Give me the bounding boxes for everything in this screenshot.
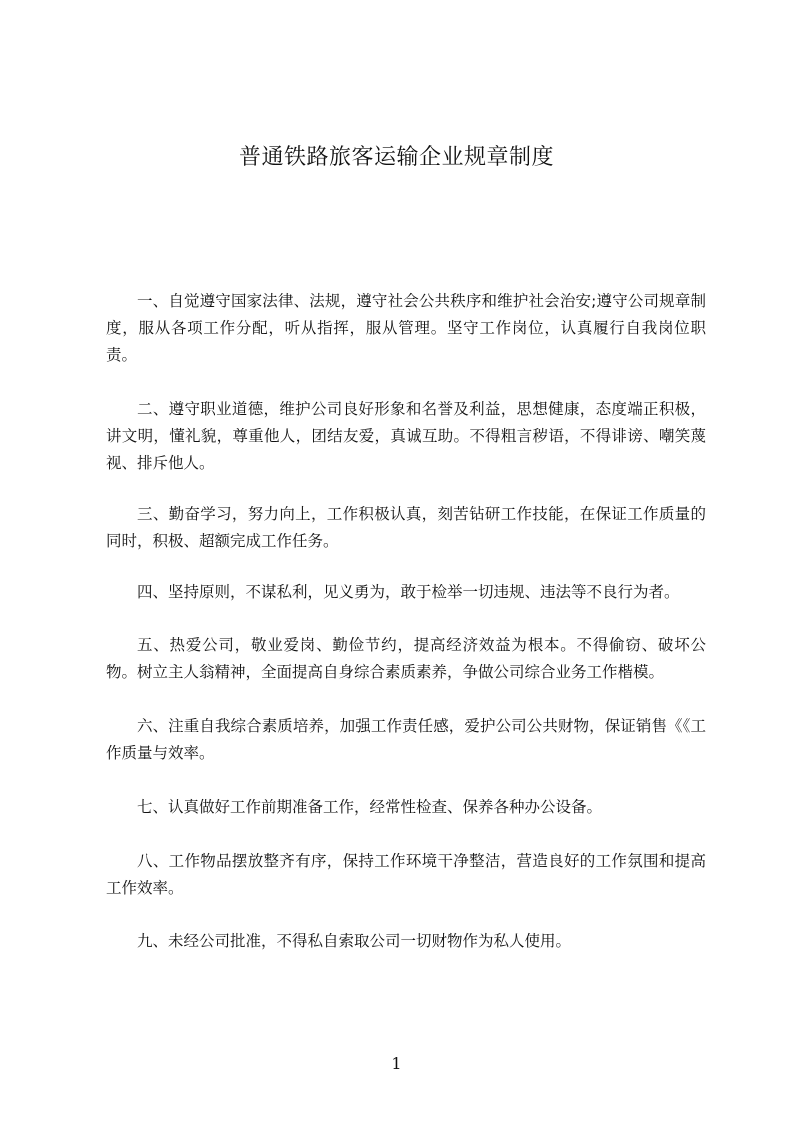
- clause-9: 九、未经公司批准，不得私自索取公司一切财物作为私人使用。: [137, 932, 572, 950]
- clause-3: 三、勤奋学习，努力向上，工作积极认真，刻苦钻研工作技能，在保证工作质量的同时，积极、超额完成工作任务。: [106, 505, 706, 550]
- clause-4: 四、坚持原则，不谋私利，见义勇为，敢于检举一切违规、违法等不良行为者。: [137, 583, 680, 601]
- clause-8: 八、工作物品摆放整齐有序，保持工作环境干净整洁，营造良好的工作氛围和提高工作效率。: [106, 852, 706, 897]
- document-title: 普通铁路旅客运输企业规章制度: [238, 145, 554, 170]
- page-number: 1: [391, 1054, 402, 1073]
- clause-1: 一、自觉遵守国家法律、法规，遵守社会公共秩序和维护社会治安;遵守公司规章制度，服从各项工作分配，听从指挥，服从管理。坚守工作岗位，认真履行自我岗位职责。: [106, 292, 706, 364]
- clause-5: 五、热爱公司，敬业爱岗、勤俭节约，提高经济效益为根本。不得偷窃、破坏公物。树立主人翁精神，全面提高自身综合素质素养，争做公司综合业务工作楷模。: [106, 636, 706, 681]
- clause-2: 二、遵守职业道德，维护公司良好形象和名誉及利益，思想健康，态度端正积极，讲文明，懂礼貌，尊重他人，团结友爱，真诚互助。不得粗言秽语，不得诽谤、嘲笑蔑视、排斥他人。: [106, 400, 706, 472]
- clause-6: 六、注重自我综合素质培养，加强工作责任感，爱护公司公共财物，保证销售《《工作质量与效率。: [106, 717, 706, 762]
- clause-7: 七、认真做好工作前期准备工作，经常性检查、保养各种办公设备。: [137, 798, 603, 816]
